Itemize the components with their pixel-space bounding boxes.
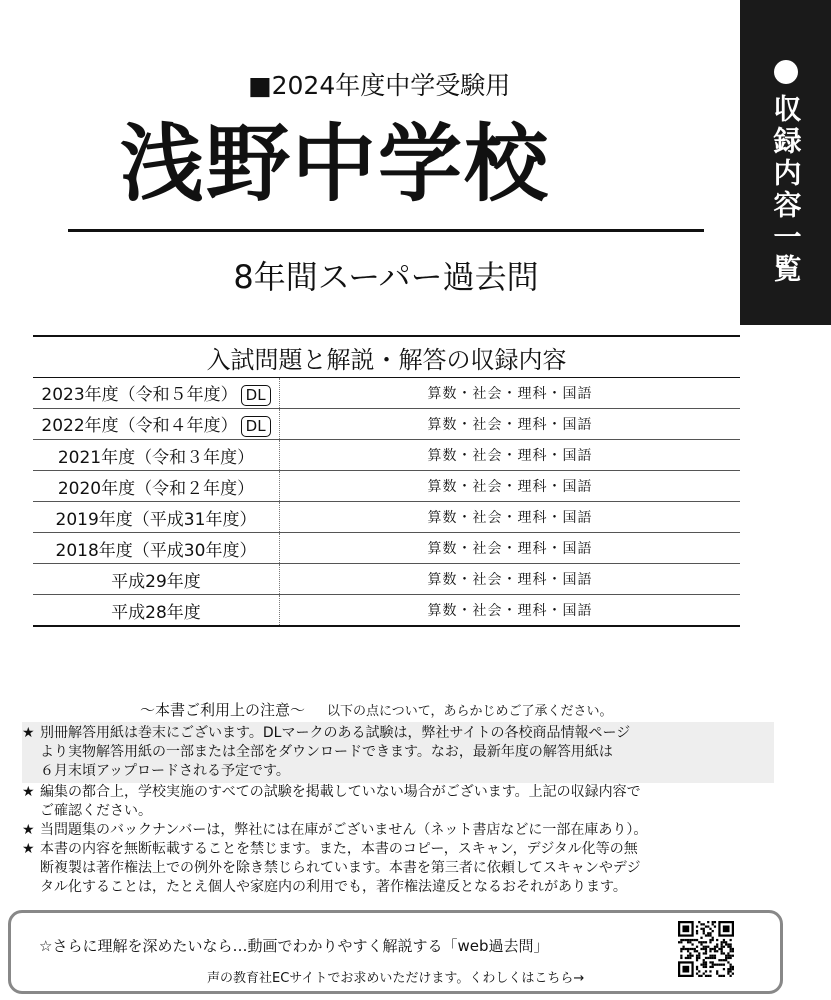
star-icon: ★ (22, 784, 35, 800)
star-icon: ★ (22, 841, 35, 857)
subjects-cell: 算数・社会・理科・国語 (280, 564, 741, 595)
note-text (40, 783, 774, 821)
year-cell (33, 533, 280, 564)
year-label: 2022年度（令和４年度） (41, 416, 238, 436)
note-line: タル化することは，たとえ個人や家庭内の利用でも，著作権法違反となるおそれがあります。 (40, 879, 627, 895)
contents-table (33, 335, 740, 627)
book-subtitle: 8年間スーパー過去問 (233, 258, 539, 296)
note-line: 別冊解答用紙は巻末にございます。DLマークのある試験は，弊社サイトの各校商品情報ページ (40, 725, 631, 741)
year-label: 2019年度（平成31年度） (55, 509, 257, 530)
note-line: ご確認ください。 (40, 803, 152, 819)
star-icon: ★ (22, 822, 35, 838)
note-item (22, 722, 774, 783)
year-cell (33, 502, 280, 533)
table-row (33, 409, 740, 440)
note-line: 当問題集のバックナンバーは，弊社には在庫がございません（ネット書店などに一部在庫あり）。 (40, 822, 648, 838)
note-item (22, 821, 774, 840)
table-row (33, 595, 740, 627)
subjects-cell: 算数・社会・理科・国語 (280, 502, 741, 533)
notes-list (22, 722, 774, 897)
table-row (33, 471, 740, 502)
notes-title (140, 699, 613, 720)
promo-box[interactable] (8, 910, 783, 994)
dl-badge: DL (241, 416, 271, 437)
note-item (22, 840, 774, 897)
year-label: 2020年度（令和２年度） (57, 478, 255, 499)
table-row (33, 502, 740, 533)
note-line: 本書の内容を無断転載することを禁じます。また，本書のコピー，スキャン，デジタル化等の無 (40, 841, 638, 857)
contents-heading: 入試問題と解説・解答の収録内容 (33, 336, 740, 378)
table-row (33, 533, 740, 564)
subjects-cell: 算数・社会・理科・国語 (280, 533, 741, 564)
note-text (40, 840, 774, 897)
year-cell (33, 409, 280, 440)
star-icon: ★ (22, 725, 35, 741)
qr-code-icon[interactable] (678, 921, 734, 977)
note-item (22, 783, 774, 821)
eyebrow-label: ■2024年度中学受験用 (248, 71, 511, 100)
table-row (33, 564, 740, 595)
dl-badge: DL (241, 385, 271, 406)
subjects-cell: 算数・社会・理科・国語 (280, 378, 741, 409)
year-cell (33, 440, 280, 471)
promo-line-1: ☆さらに理解を深めたいなら…動画でわかりやすく解説する「web過去問」 (39, 937, 549, 955)
note-line: 断複製は著作権法上での例外を除き禁じられています。本書を第三者に依頼してスキャンやデジ (40, 860, 641, 876)
bullet-icon (774, 60, 798, 84)
side-tab-label: 収録内容一覧 (769, 94, 803, 286)
note-line: ６月末頃アップロードされる予定です。 (40, 763, 290, 779)
note-text (40, 821, 774, 840)
subjects-cell: 算数・社会・理科・国語 (280, 409, 741, 440)
side-tab (740, 0, 831, 325)
school-name: 浅野中学校 (120, 115, 551, 213)
table-row (33, 378, 740, 409)
title-divider (68, 229, 704, 232)
notes-title-main: 〜本書ご利用上の注意〜 (140, 701, 306, 719)
year-cell (33, 378, 280, 409)
table-row (33, 440, 740, 471)
note-line: 編集の都合上，学校実施のすべての試験を掲載していない場合がございます。上記の収録内容で (40, 784, 641, 800)
year-label: 平成28年度 (111, 602, 201, 623)
notes-subtitle: 以下の点について，あらかじめご了承ください。 (327, 704, 613, 719)
note-line: より実物解答用紙の一部または全部をダウンロードできます。なお，最新年度の解答用紙は (40, 744, 613, 760)
promo-link[interactable]: 声の教育社ECサイトでお求めいただけます。くわしくはこちら→ (207, 971, 585, 986)
year-label: 2018年度（平成30年度） (55, 540, 257, 561)
year-label: 2021年度（令和３年度） (57, 447, 255, 468)
year-cell (33, 471, 280, 502)
note-text (40, 724, 774, 781)
year-cell (33, 595, 280, 627)
year-label: 2023年度（令和５年度） (41, 385, 238, 405)
year-label: 平成29年度 (111, 571, 201, 592)
subjects-cell: 算数・社会・理科・国語 (280, 595, 741, 627)
year-cell (33, 564, 280, 595)
subjects-cell: 算数・社会・理科・国語 (280, 440, 741, 471)
subjects-cell: 算数・社会・理科・国語 (280, 471, 741, 502)
